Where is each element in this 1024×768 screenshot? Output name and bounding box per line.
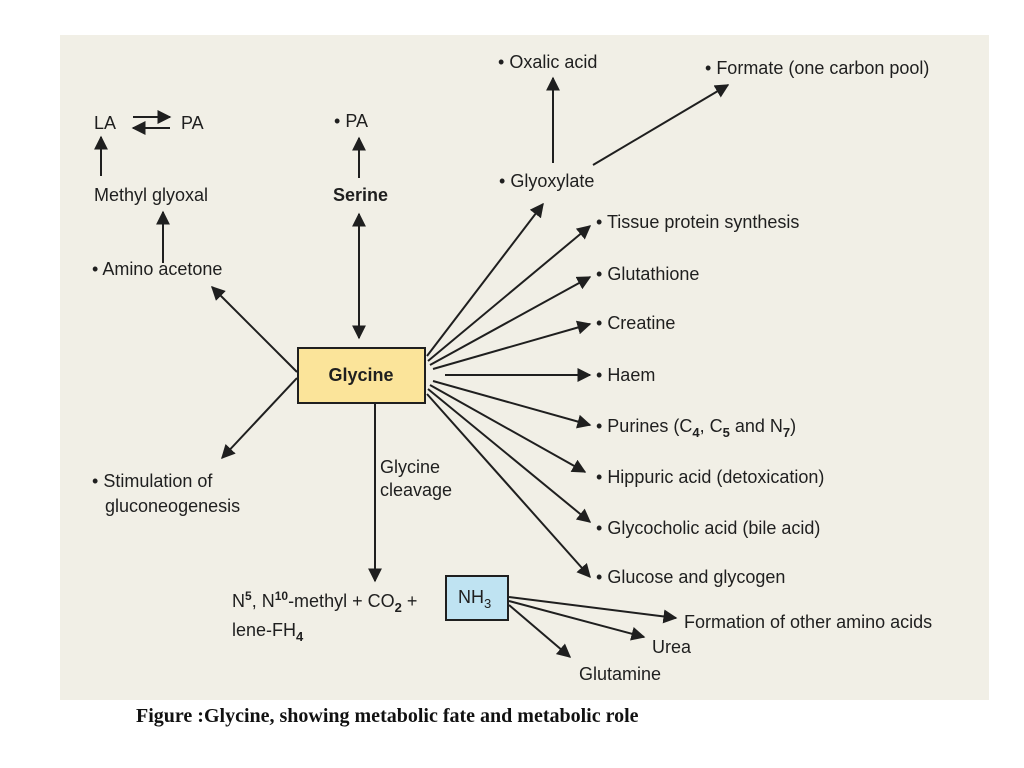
serine-pa-label: • PA	[334, 111, 368, 131]
methylene-fh4-label-line2: lene-$FH_4$	[232, 620, 304, 644]
formate-label: • Formate (one carbon pool)	[705, 58, 930, 78]
glycine-cleavage-label-line2: cleavage	[380, 480, 453, 500]
oxalic-acid-label: • Oxalic acid	[498, 52, 598, 72]
methylene-fh4-label: $N^5$, $N^{10}$-methyl + $CO_2$ +	[232, 589, 418, 615]
gluconeogenesis-label-line2: gluconeogenesis	[105, 496, 241, 516]
pa-label-left: PA	[181, 113, 204, 133]
glycine-to-hippuric-acid-arrow	[430, 385, 585, 472]
glyoxylate-to-formate-arrow	[593, 85, 728, 165]
nh3-to-glutamine-arrow	[509, 605, 570, 657]
serine-label: Serine	[333, 185, 389, 205]
figure-caption: Figure :Glycine, showing metabolic fate and metabolic role	[136, 705, 639, 727]
glyoxylate-label: • Glyoxylate	[499, 171, 595, 191]
glycine-to-amino-acetone-arrow	[212, 287, 297, 372]
glycine-cleavage-label: Glycine	[380, 457, 441, 477]
glycine-to-tissue-protein-arrow	[428, 226, 590, 361]
glycocholic-acid-label: • Glycocholic acid (bile acid)	[596, 518, 821, 538]
creatine-label: • Creatine	[596, 313, 676, 333]
amino-acetone-label: • Amino acetone	[92, 259, 223, 279]
glycine-metabolism-diagram	[60, 35, 989, 700]
tissue-protein-label: • Tissue protein synthesis	[596, 212, 800, 232]
haem-label: • Haem	[596, 365, 656, 385]
glycine-to-creatine-arrow	[433, 324, 590, 369]
gluconeogenesis-label: • Stimulation of	[92, 471, 213, 491]
diagram-panel	[60, 35, 989, 700]
urea-label: Urea	[652, 637, 692, 657]
nh3-label: $NH_3$	[458, 587, 492, 611]
glutamine-label: Glutamine	[579, 664, 662, 684]
glycine-to-purines-arrow	[433, 381, 590, 425]
hippuric-acid-label: • Hippuric acid (detoxication)	[596, 467, 825, 487]
methyl-glyoxal-label: Methyl glyoxal	[94, 185, 209, 205]
glycine-label: Glycine	[328, 365, 394, 385]
glycine-to-glycocholic-acid-arrow	[428, 389, 590, 522]
glutathione-label: • Glutathione	[596, 264, 700, 284]
glycine-to-gluconeogenesis-arrow	[222, 378, 297, 458]
purines-label: • Purines ($C_4$, $C_5$ and $N_7$)	[596, 416, 797, 440]
glucose-glycogen-label: • Glucose and glycogen	[596, 567, 786, 587]
other-amino-acids-label: Formation of other amino acids	[684, 612, 933, 632]
la-label: LA	[94, 113, 117, 133]
